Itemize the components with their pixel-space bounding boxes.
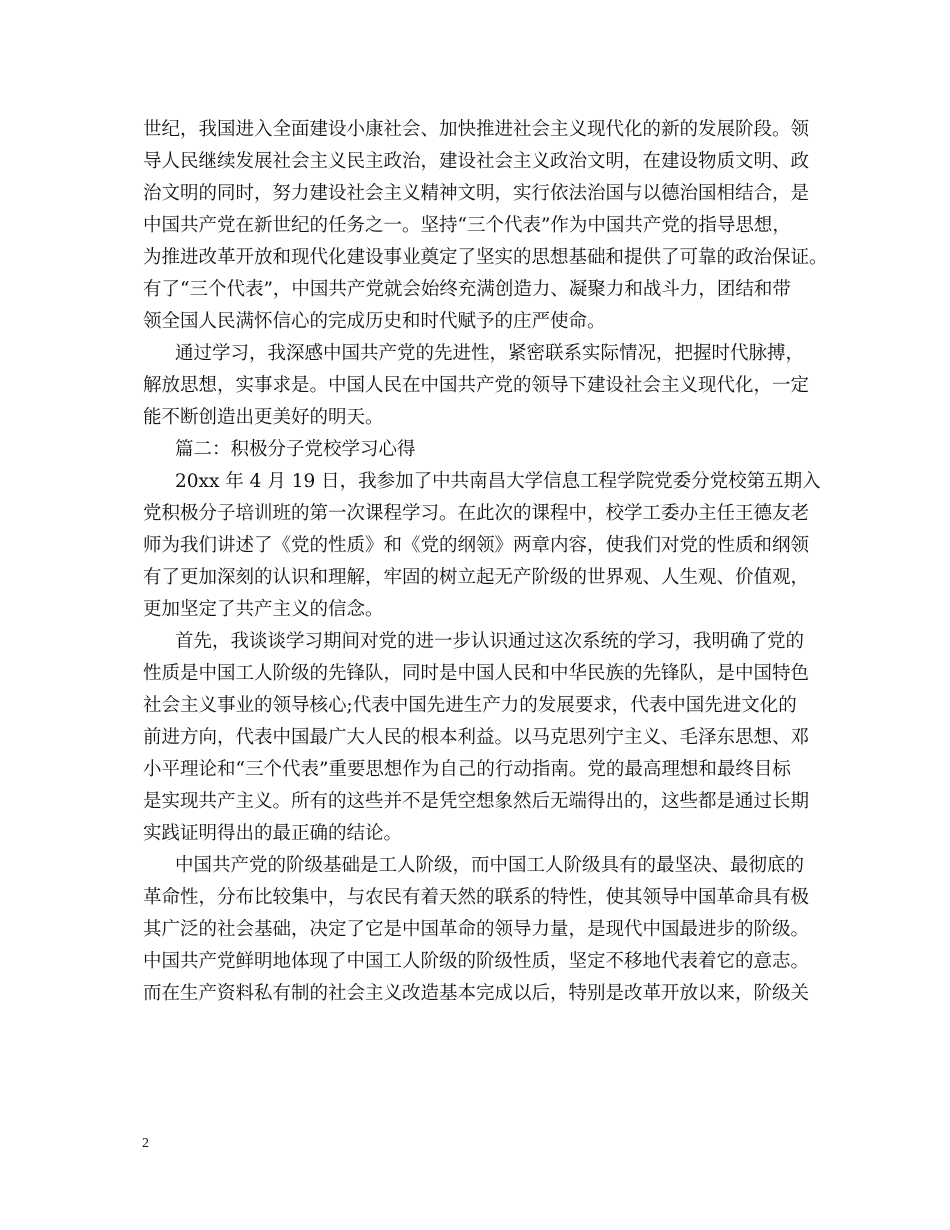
- text-line: 社会主义事业的领导核心;代表中国先进生产力的发展要求，代表中国先进文化的: [143, 695, 797, 716]
- text-line: 而在生产资料私有制的社会主义改造基本完成以后，特别是改革开放以来，阶级关: [143, 983, 810, 1004]
- text-line: 其广泛的社会基础，决定了它是中国革命的领导力量，是现代中国最进步的阶级。: [143, 919, 810, 940]
- text-line: 是实现共产主义。所有的这些并不是凭空想象然后无端得出的，这些都是通过长期: [143, 791, 810, 812]
- text-line: 为推进改革开放和现代化建设事业奠定了坚实的思想基础和提供了可靠的政治保证。: [143, 247, 828, 268]
- text-line: 前进方向，代表中国最广大人民的根本利益。以马克思列宁主义、毛泽东思想、邓: [143, 727, 810, 748]
- text-line: 更加坚定了共产主义的信念。: [143, 599, 384, 620]
- text-line: 解放思想，实事求是。中国人民在中国共产党的领导下建设社会主义现代化，一定: [143, 375, 810, 396]
- text-line: 有了更加深刻的认识和理解，牢固的树立起无产阶级的世界观、人生观、价值观，: [143, 567, 810, 588]
- text-line: 领全国人民满怀信心的完成历史和时代赋予的庄严使命。: [143, 311, 606, 332]
- text-line: 有了“三个代表”，中国共产党就会始终充满创造力、凝聚力和战斗力，团结和带: [143, 279, 791, 300]
- text-line: 性质是中国工人阶级的先锋队，同时是中国人民和中华民族的先锋队，是中国特色: [143, 663, 810, 684]
- text-line: 治文明的同时，努力建设社会主义精神文明，实行依法治国与以德治国相结合，是: [143, 183, 810, 204]
- text-line: 党积极分子培训班的第一次课程学习。在此次的课程中，校学工委办主任王德友老: [143, 503, 810, 524]
- text-line: 20xx 年 4 月 19 日，我参加了中共南昌大学信息工程学院党委分党校第五期入: [175, 471, 821, 492]
- page-number: 2: [142, 1136, 149, 1151]
- text-line: 师为我们讲述了《党的性质》和《党的纲领》两章内容，使我们对党的性质和纲领: [143, 535, 810, 556]
- text-line: 通过学习，我深感中国共产党的先进性，紧密联系实际情况，把握时代脉搏，: [175, 343, 805, 364]
- text-line: 世纪，我国进入全面建设小康社会、加快推进社会主义现代化的新的发展阶段。领: [143, 119, 810, 140]
- text-line: 革命性，分布比较集中，与农民有着天然的联系的特性，使其领导中国革命具有极: [143, 887, 810, 908]
- text-line: 导人民继续发展社会主义民主政治，建设社会主义政治文明，在建设物质文明、政: [143, 151, 810, 172]
- text-line: 能不断创造出更美好的明天。: [143, 407, 384, 428]
- text-line: 中国共产党鲜明地体现了中国工人阶级的阶级性质，坚定不移地代表着它的意志。: [143, 951, 810, 972]
- text-line: 实践证明得出的最正确的结论。: [143, 823, 403, 844]
- text-line: 首先，我谈谈学习期间对党的进一步认识通过这次系统的学习，我明确了党的: [175, 631, 805, 652]
- text-line: 中国共产党在新世纪的任务之一。坚持“三个代表”作为中国共产党的指导思想，: [143, 215, 791, 236]
- text-line: 中国共产党的阶级基础是工人阶级，而中国工人阶级具有的最坚决、最彻底的: [175, 855, 805, 876]
- text-line: 小平理论和“三个代表”重要思想作为自己的行动指南。党的最高理想和最终目标: [143, 759, 791, 780]
- section-heading: 篇二：积极分子党校学习心得: [175, 439, 416, 460]
